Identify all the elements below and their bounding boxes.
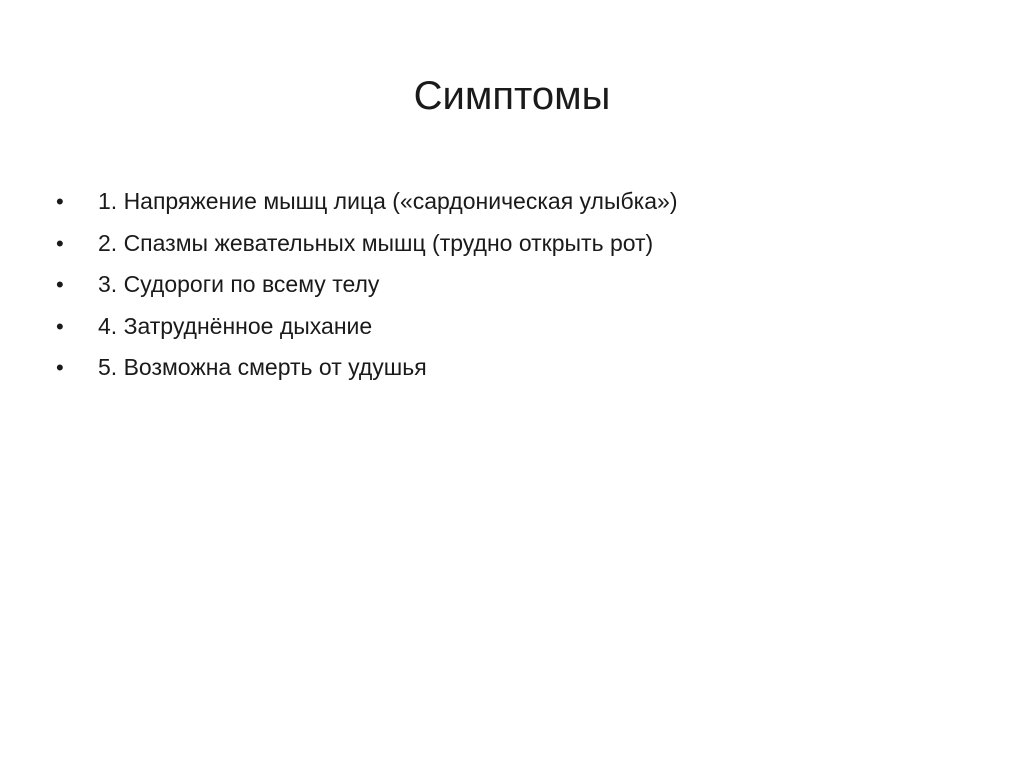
bullet-icon: • — [56, 355, 64, 380]
bullet-icon: • — [56, 189, 64, 214]
list-item-text: 2. Спазмы жевательных мышц (трудно открыть рот) — [98, 229, 654, 256]
list-item — [56, 181, 976, 223]
list-item — [56, 347, 976, 389]
list-item — [56, 264, 976, 306]
list-item-text: 3. Судороги по всему телу — [98, 271, 380, 297]
list-item-text: 5. Возможна смерть от удушья — [98, 354, 427, 380]
bullet-icon: • — [56, 313, 64, 339]
list-item — [56, 223, 976, 265]
list-item-text: 4. Затруднённое дыхание — [98, 312, 373, 339]
list-item-text: 1. Напряжение мышц лица («сардоническая улыбка») — [98, 188, 678, 214]
slide-title: Симптомы — [413, 74, 611, 118]
bullet-list — [56, 181, 976, 389]
bullet-icon: • — [56, 230, 64, 256]
list-item — [56, 306, 976, 348]
bullet-icon: • — [56, 272, 64, 297]
